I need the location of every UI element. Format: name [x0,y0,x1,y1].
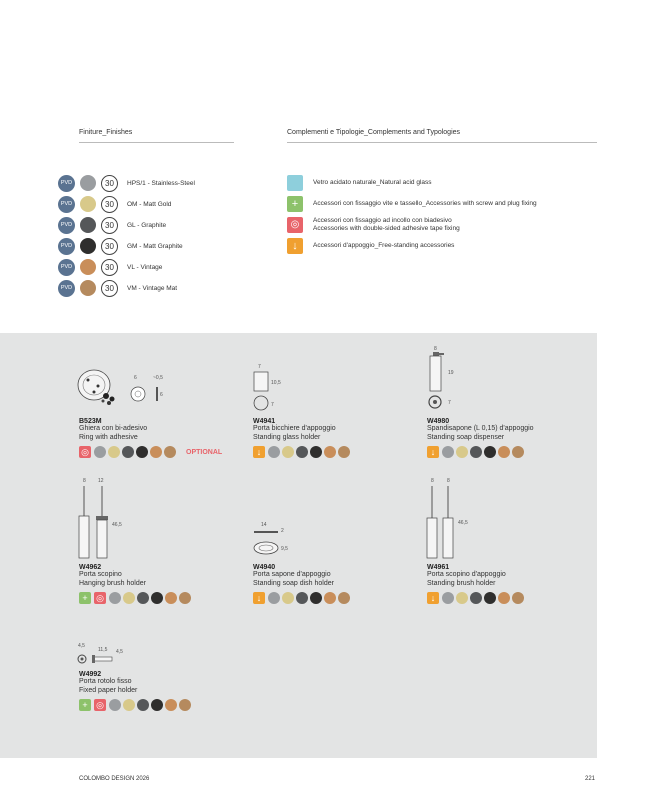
standing-icon: ↓ [253,446,265,458]
finish-label: VL - Vintage [127,263,163,271]
dim-label: 4,5 [78,643,85,649]
steel-swatch [109,699,121,711]
complement-label-line1: Accessori con fissaggio ad incollo con biadesivo [313,217,452,224]
product-name-en: Standing soap dispenser [427,433,505,441]
finish-swatch [80,238,96,254]
finish-swatch [80,175,96,191]
screw-fixing-icon: + [287,196,303,212]
product-code: W4992 [79,671,102,678]
dim-label: ~0,5 [153,375,163,381]
product-w4941 [253,418,352,458]
finish-row [58,238,183,254]
vintage-swatch [165,699,177,711]
finish-label: VM - Vintage Mat [127,284,178,292]
graphite-swatch [470,446,482,458]
w4992-drawing [76,640,126,666]
dim-label: 46,5 [112,522,122,528]
dim-label: 6 [134,375,137,381]
complement-row [287,238,454,254]
product-w4962 [79,564,193,604]
complement-label: Accessori d'appoggio_Free-standing accessories [313,242,455,249]
warranty-icon: 30 [101,259,118,276]
product-name-en: Standing soap dish holder [253,579,334,587]
dim-label: 7 [448,400,451,406]
product-code: B523M [79,418,102,425]
product-name-it: Spandisapone (L 0,15) d'appoggio [427,425,534,432]
dim-label: 4,5 [116,649,123,655]
dim-label: 8 [431,478,434,484]
dim-label: 7 [271,402,274,408]
matt-graphite-swatch [151,699,163,711]
complement-label: Vetro acidato naturale_Natural acid glass [313,179,432,186]
product-icons [427,446,534,458]
complement-label-line2: Accessories with double-sided adhesive tape fixing [313,225,460,232]
w4980-drawing [424,344,460,416]
dim-label: 2 [281,528,284,534]
vintage-mat-swatch [179,592,191,604]
product-icons [79,592,193,604]
product-w4940 [253,564,352,604]
dim-label: 19 [448,370,454,376]
footer-brand: COLOMBO DESIGN 2026 [79,776,150,782]
page-number: 221 [585,776,596,782]
steel-swatch [442,592,454,604]
warranty-icon: 30 [101,217,118,234]
steel-swatch [442,446,454,458]
complements-rule [287,142,597,143]
standing-icon: ↓ [427,446,439,458]
product-code: W4941 [253,418,276,425]
dim-label: 8 [83,478,86,484]
product-name-it: Porta bicchiere d'appoggio [253,425,336,432]
product-icons [253,446,352,458]
adhesive-icon: ◎ [79,446,91,458]
product-w4961 [427,564,526,604]
finish-swatch [80,196,96,212]
standing-icon: ↓ [253,592,265,604]
gold-swatch [282,592,294,604]
standing-icon: ↓ [287,238,303,254]
product-w4992 [79,671,193,711]
complement-row [287,175,432,191]
warranty-icon: 30 [101,196,118,213]
gold-swatch [456,446,468,458]
optional-label: OPTIONAL [186,448,223,456]
screw-fixing-icon: + [79,592,91,604]
product-code: W4980 [427,418,450,425]
product-name-en: Standing brush holder [427,579,496,587]
dim-label: 7 [258,364,261,370]
product-name-it: Porta rotolo fisso [79,678,132,685]
screw-fixing-icon: + [79,699,91,711]
matt-graphite-swatch [310,446,322,458]
product-name-it: Porta scopino d'appoggio [427,571,506,578]
adhesive-icon: ◎ [94,592,106,604]
product-name-it: Porta scopino [79,571,122,578]
gold-swatch [282,446,294,458]
dim-label: 8 [447,478,450,484]
dim-label: 6 [160,392,163,398]
vintage-swatch [150,446,162,458]
vintage-swatch [324,446,336,458]
matt-graphite-swatch [484,592,496,604]
matt-graphite-swatch [151,592,163,604]
finish-row [58,217,166,233]
product-name-en: Hanging brush holder [79,579,146,587]
dim-label: 46,5 [458,520,468,526]
pvd-badge: PVD [58,217,75,234]
pvd-badge: PVD [58,238,75,255]
finish-label: GL - Graphite [127,221,167,229]
dim-label: 9,5 [281,546,288,552]
vintage-mat-swatch [512,446,524,458]
dim-label: 10,5 [271,380,281,386]
finish-label: OM - Matt Gold [127,200,172,208]
finish-row [58,280,177,296]
gold-swatch [123,699,135,711]
dim-label: 14 [261,522,267,528]
product-b523m [79,418,222,458]
graphite-swatch [296,592,308,604]
gold-swatch [123,592,135,604]
vintage-swatch [498,592,510,604]
matt-graphite-swatch [484,446,496,458]
graphite-swatch [296,446,308,458]
product-name-it: Porta sapone d'appoggio [253,571,331,578]
matt-graphite-swatch [310,592,322,604]
product-code: W4961 [427,564,450,571]
finish-swatch [80,259,96,275]
glass-icon [287,175,303,191]
product-name-en: Ring with adhesive [79,433,138,441]
steel-swatch [268,592,280,604]
standing-icon: ↓ [427,592,439,604]
vintage-mat-swatch [179,699,191,711]
vintage-swatch [324,592,336,604]
warranty-icon: 30 [101,238,118,255]
complement-label: Accessori con fissaggio vite e tassello_Accessories with screw and plug fixing [313,200,537,207]
product-icons [253,592,352,604]
finishes-header: Finiture_Finishes [79,129,133,136]
finish-row [58,259,162,275]
dim-label: 11,5 [98,647,108,653]
complement-row [287,217,460,233]
w4962-drawing [76,476,126,560]
pvd-badge: PVD [58,259,75,276]
complements-header: Complementi e Tipologie_Complements and Typologies [287,129,461,136]
pvd-badge: PVD [58,175,75,192]
finish-label: HPS/1 - Stainless-Steel [127,179,195,187]
graphite-swatch [122,446,134,458]
gold-swatch [108,446,120,458]
dim-label: 8 [434,346,437,352]
graphite-swatch [137,592,149,604]
pvd-badge: PVD [58,280,75,297]
product-name-it: Ghiera con bi-adesivo [79,425,148,432]
warranty-icon: 30 [101,175,118,192]
complement-row [287,196,537,212]
product-icons [427,592,526,604]
pvd-badge: PVD [58,196,75,213]
steel-swatch [268,446,280,458]
complement-label [313,217,460,233]
product-code: W4940 [253,564,276,571]
product-name-en: Fixed paper holder [79,686,138,694]
adhesive-icon: ◎ [287,217,303,233]
w4961-drawing [424,476,474,560]
finish-label: GM - Matt Graphite [127,242,183,250]
vintage-swatch [498,446,510,458]
graphite-swatch [470,592,482,604]
vintage-mat-swatch [338,446,350,458]
vintage-mat-swatch [512,592,524,604]
steel-swatch [109,592,121,604]
finish-row [58,196,171,212]
dim-label: 12 [98,478,104,484]
adhesive-icon: ◎ [94,699,106,711]
vintage-mat-swatch [338,592,350,604]
finish-swatch [80,280,96,296]
steel-swatch [94,446,106,458]
finish-swatch [80,217,96,233]
product-code: W4962 [79,564,102,571]
product-name-en: Standing glass holder [253,433,321,441]
product-w4980 [427,418,534,458]
warranty-icon: 30 [101,280,118,297]
w4940-drawing [250,519,290,559]
finishes-rule [79,142,234,143]
product-icons [79,446,222,458]
b523m-drawing [76,366,166,412]
product-icons [79,699,193,711]
gold-swatch [456,592,468,604]
finish-row [58,175,195,191]
graphite-swatch [137,699,149,711]
vintage-swatch [165,592,177,604]
matt-graphite-swatch [136,446,148,458]
vintage-mat-swatch [164,446,176,458]
w4941-drawing [250,362,282,414]
